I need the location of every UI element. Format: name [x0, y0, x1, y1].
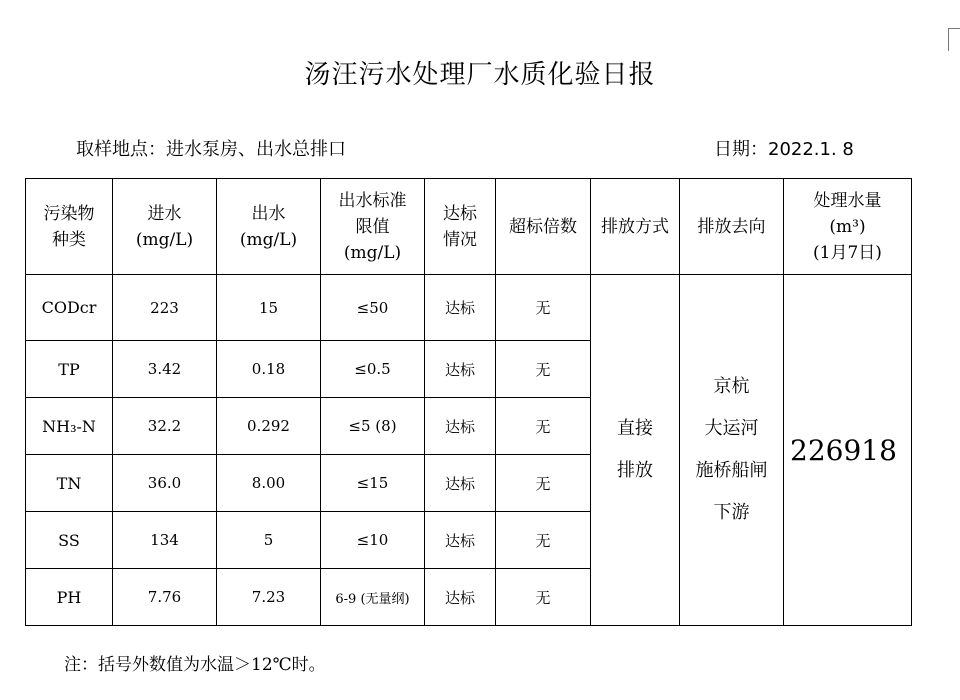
- effluent-value: 5: [217, 512, 321, 569]
- header-row: [26, 179, 912, 275]
- header-limit-line3: (mg/L): [343, 242, 402, 263]
- header-limit: [321, 179, 425, 275]
- exceed-value: 无: [496, 275, 591, 341]
- exceed-value: 无: [496, 341, 591, 398]
- header-pollutant-line1: 污染物: [43, 203, 95, 224]
- header-limit-line1: 出水标准: [338, 190, 407, 211]
- compliance-status: 达标: [425, 398, 496, 455]
- discharge-direction-line2: 大运河: [704, 418, 759, 439]
- influent-value: 7.76: [113, 569, 217, 626]
- table-row: [26, 275, 912, 341]
- limit-value: 6-9 (无量纲): [321, 569, 425, 626]
- discharge-direction-line3: 施桥船闸: [695, 460, 768, 481]
- header-volume-line3: (1月7日): [813, 242, 882, 263]
- header-influent-line2: (mg/L): [135, 229, 194, 250]
- header-effluent-line1: 出水: [251, 203, 286, 224]
- exceed-value: 无: [496, 512, 591, 569]
- discharge-direction-cell: [680, 275, 784, 626]
- effluent-value: 8.00: [217, 455, 321, 512]
- header-effluent-line2: (mg/L): [239, 229, 298, 250]
- footnote: 注：括号外数值为水温＞12℃时。: [64, 655, 326, 675]
- discharge-method-line1: 直接: [617, 418, 653, 439]
- effluent-value: 15: [217, 275, 321, 341]
- effluent-value: 0.292: [217, 398, 321, 455]
- pollutant-name: TN: [26, 455, 113, 512]
- influent-value: 134: [113, 512, 217, 569]
- header-limit-line2: 限值: [355, 216, 390, 237]
- header-effluent: [217, 179, 321, 275]
- page-corner-mark: [948, 28, 960, 51]
- influent-value: 3.42: [113, 341, 217, 398]
- influent-value: 36.0: [113, 455, 217, 512]
- header-discharge-direction: 排放去向: [680, 179, 784, 275]
- compliance-status: 达标: [425, 275, 496, 341]
- compliance-status: 达标: [425, 341, 496, 398]
- treated-volume-value: 226918: [784, 275, 912, 626]
- influent-value: 32.2: [113, 398, 217, 455]
- header-exceed: 超标倍数: [496, 179, 591, 275]
- discharge-method-cell: [591, 275, 680, 626]
- exceed-value: 无: [496, 455, 591, 512]
- limit-value: ≤5 (8): [321, 398, 425, 455]
- discharge-direction-line1: 京杭: [713, 376, 750, 397]
- pollutant-name: SS: [26, 512, 113, 569]
- effluent-value: 0.18: [217, 341, 321, 398]
- discharge-direction-line4: 下游: [713, 502, 750, 523]
- header-volume-line2: (m³): [829, 216, 866, 237]
- header-pollutant-line2: 种类: [52, 229, 86, 250]
- effluent-value: 7.23: [217, 569, 321, 626]
- report-title: 汤汪污水处理厂水质化验日报: [304, 60, 656, 90]
- pollutant-name: NH₃-N: [26, 398, 113, 455]
- header-pollutant: [26, 179, 113, 275]
- pollutant-name: TP: [26, 341, 113, 398]
- header-volume-line1: 处理水量: [813, 190, 882, 211]
- sampling-location: 取样地点：进水泵房、出水总排口: [76, 139, 346, 160]
- compliance-status: 达标: [425, 569, 496, 626]
- header-influent-line1: 进水: [147, 203, 182, 224]
- water-quality-table: [25, 178, 912, 626]
- header-influent: [113, 179, 217, 275]
- limit-value: ≤10: [321, 512, 425, 569]
- header-compliance-line2: 情况: [443, 229, 477, 250]
- header-volume: [784, 179, 912, 275]
- pollutant-name: CODcr: [26, 275, 113, 341]
- header-discharge-method: 排放方式: [591, 179, 680, 275]
- pollutant-name: PH: [26, 569, 113, 626]
- discharge-method-line2: 排放: [617, 460, 653, 481]
- limit-value: ≤0.5: [321, 341, 425, 398]
- limit-value: ≤15: [321, 455, 425, 512]
- limit-value: ≤50: [321, 275, 425, 341]
- header-compliance: [425, 179, 496, 275]
- exceed-value: 无: [496, 398, 591, 455]
- report-date: 日期：2022.1. 8: [714, 139, 854, 160]
- compliance-status: 达标: [425, 512, 496, 569]
- exceed-value: 无: [496, 569, 591, 626]
- header-compliance-line1: 达标: [443, 203, 477, 224]
- influent-value: 223: [113, 275, 217, 341]
- compliance-status: 达标: [425, 455, 496, 512]
